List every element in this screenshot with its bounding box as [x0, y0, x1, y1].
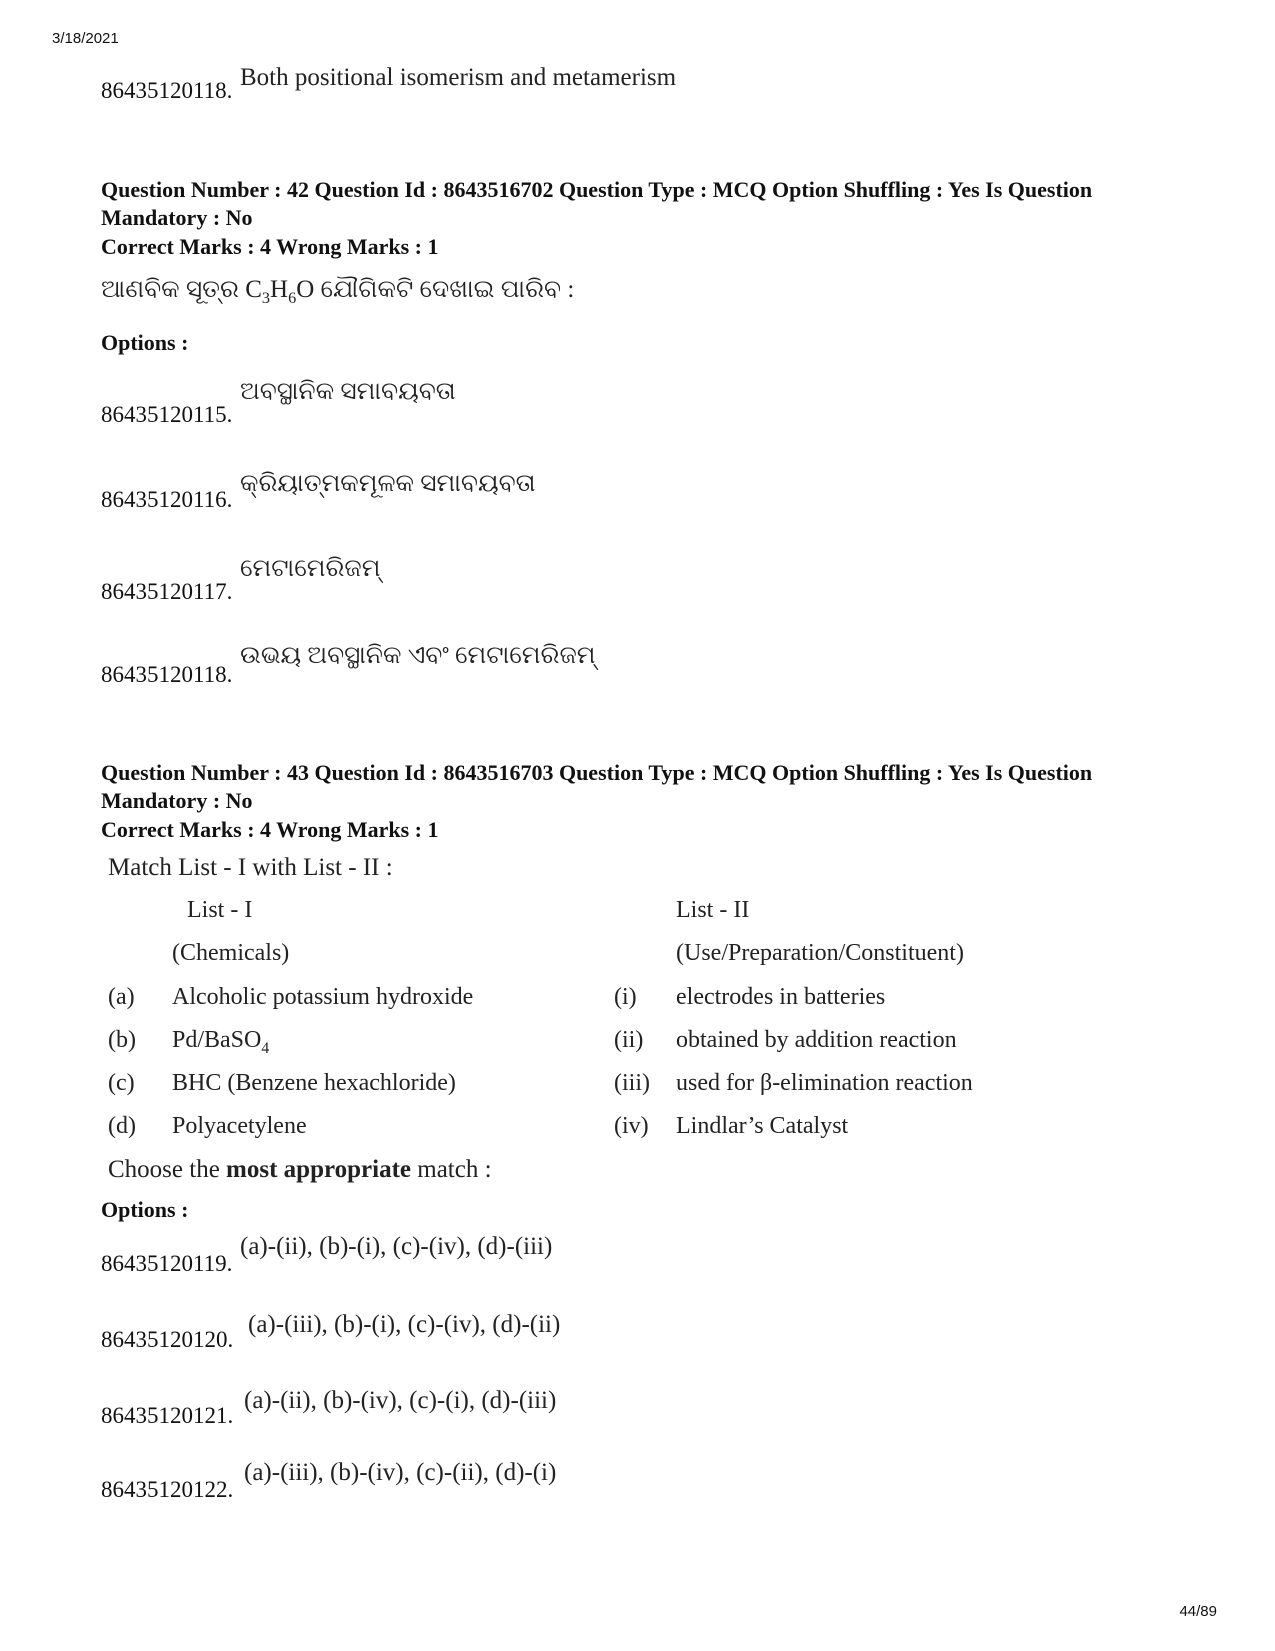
- formula-hydrogen-subscript: 6: [288, 289, 297, 307]
- option-text: (a)-(iii), (b)-(iv), (c)-(ii), (d)-(i): [244, 1459, 557, 1486]
- option-text: ଉଭୟ ଅବସ୍ଥାନିକ ଏବଂ ମେଟାମେରିଜମ୍: [240, 642, 596, 669]
- print-date: 3/18/2021: [52, 30, 119, 47]
- formula-hydrogen: H: [270, 276, 289, 303]
- option-text: (a)-(iii), (b)-(i), (c)-(iv), (d)-(ii): [248, 1311, 561, 1338]
- list-1-title: List - I: [187, 897, 253, 923]
- question-header: Question Number : 42 Question Id : 8643516702 Question Type : MCQ Option Shuffling : Yes Is Question Mandatory : No: [101, 177, 1093, 230]
- list-1-item-subscript: 4: [261, 1039, 270, 1057]
- option-id: 86435120115.: [101, 402, 233, 427]
- question-marks: Correct Marks : 4 Wrong Marks : 1: [101, 234, 439, 259]
- option-text: ମେଟାମେରିଜମ୍: [240, 555, 381, 582]
- list-2-item: used for β-elimination reaction: [676, 1070, 973, 1096]
- option-id: 86435120120.: [101, 1327, 234, 1352]
- option-id: 86435120118.: [101, 662, 233, 687]
- option-id: 86435120122.: [101, 1477, 234, 1502]
- option-id: 86435120116.: [101, 487, 233, 512]
- formula-carbon-subscript: 3: [261, 289, 271, 307]
- list-1-item: BHC (Benzene hexachloride): [172, 1070, 456, 1096]
- question-header: Question Number : 43 Question Id : 8643516703 Question Type : MCQ Option Shuffling : Yes Is Question Mandatory : No: [101, 760, 1093, 813]
- list-1-subtitle: (Chemicals): [172, 940, 290, 966]
- instruction-text: Choose the: [108, 1156, 227, 1183]
- option-text: (a)-(ii), (b)-(i), (c)-(iv), (d)-(iii): [240, 1233, 553, 1260]
- option-id: 86435120117.: [101, 579, 233, 604]
- option-id: 86435120119.: [101, 1251, 233, 1276]
- stem-text-end: ଯୌଗିକଟି ଦେଖାଇ ପାରିବ :: [314, 276, 575, 303]
- list-2-item: electrodes in batteries: [676, 984, 886, 1010]
- question-stem: Match List - I with List - II :: [108, 854, 393, 881]
- list-1-item: [172, 1027, 269, 1058]
- list-2-marker: (ii): [614, 1027, 644, 1053]
- list-1-item: Polyacetylene: [172, 1113, 307, 1139]
- options-label: Options :: [101, 1197, 189, 1222]
- option-text: କ୍ରିୟାତ୍ମକମୂଳକ ସମାବୟବତା: [240, 470, 536, 497]
- list-1-marker: (c): [108, 1070, 135, 1096]
- list-1-item: Alcoholic potassium hydroxide: [172, 984, 474, 1010]
- list-2-item: obtained by addition reaction: [676, 1027, 957, 1053]
- list-1-marker: (d): [108, 1113, 136, 1139]
- options-label: Options :: [101, 330, 189, 355]
- list-1-item-text: Pd/BaSO: [172, 1027, 262, 1053]
- option-id: 86435120118.: [101, 78, 233, 103]
- list-2-item: Lindlar’s Catalyst: [676, 1113, 849, 1139]
- formula-oxygen: O: [296, 276, 315, 303]
- instruction-emphasis: most appropriate: [226, 1156, 411, 1183]
- list-2-title: List - II: [676, 897, 750, 923]
- option-id: 86435120121.: [101, 1403, 234, 1428]
- list-2-marker: (iii): [614, 1070, 650, 1096]
- list-2-subtitle: (Use/Preparation/Constituent): [676, 940, 964, 966]
- instruction-text-end: match :: [411, 1156, 492, 1183]
- question-marks: Correct Marks : 4 Wrong Marks : 1: [101, 817, 439, 842]
- page-number: 44/89: [1179, 1603, 1217, 1620]
- formula-carbon: C: [245, 276, 262, 303]
- list-2-marker: (i): [614, 984, 637, 1010]
- question-instruction: [108, 1156, 492, 1184]
- stem-text: ଆଣବିକ ସୂତ୍ର: [101, 276, 246, 303]
- list-1-marker: (b): [108, 1027, 136, 1053]
- option-text: Both positional isomerism and metamerism: [240, 64, 677, 91]
- list-2-marker: (iv): [614, 1113, 649, 1139]
- question-stem: [101, 276, 574, 308]
- option-text: ଅବସ୍ଥାନିକ ସମାବୟବତା: [240, 378, 456, 405]
- list-1-marker: (a): [108, 984, 135, 1010]
- option-text: (a)-(ii), (b)-(iv), (c)-(i), (d)-(iii): [244, 1387, 557, 1414]
